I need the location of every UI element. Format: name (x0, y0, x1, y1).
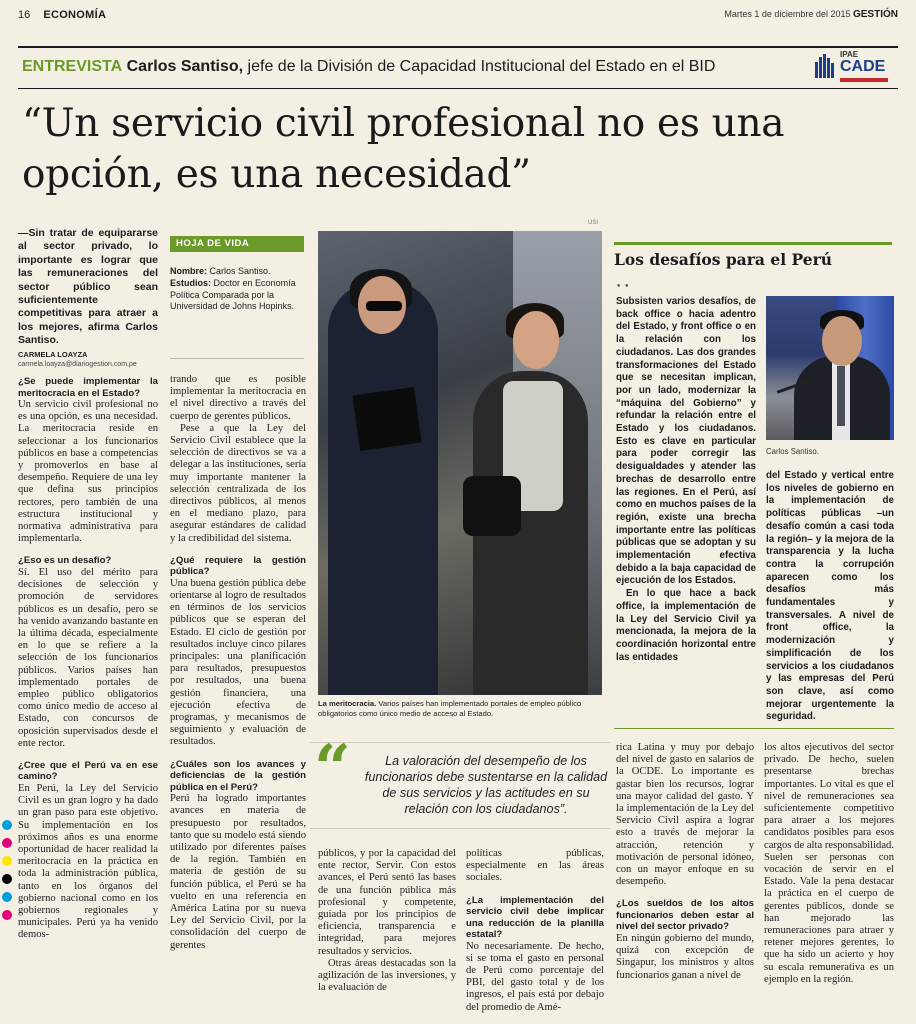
article-column-4 (466, 848, 604, 1014)
page-header-left (18, 9, 106, 21)
pull-quote (310, 731, 610, 829)
cv-box (170, 266, 304, 313)
answer: En Perú, la Ley del Servicio Civil es un gran logro y ha dado un gran paso para este objetivo. Su implementación en los próximos años es una enorme oportunidad de hacer realidad la meritocracia en la práctica en toda la administración pública, tanto en los órganos del gobierno nacional como en los gobiernos regionales y municipales. Perú ya ha venido demos- (18, 782, 158, 941)
newspaper-name: GESTIÓN (852, 9, 898, 20)
section-name: ECONOMÍA (43, 9, 107, 21)
paragraph: públicos, y por la capacidad del ente rector, Servir. Con estos avances, el Perú sentó las bases de una función pública más profesional y competente, guiada por los principios de eficiencia, transparencia e integridad, para mejores resultados y servicios. (318, 848, 456, 957)
sidebar-dots: • • (616, 282, 630, 292)
main-photo (318, 231, 602, 695)
logo-cade: CADE (840, 58, 886, 75)
paragraph: rica Latina y muy por debajo del nivel de gasto en salarios de la OCDE. Lo importante es gastar bien los recursos, lograr una mayor calidad del gasto. Y la implementación de la Ley del Servicio Civil aspira a lograr esto a través de mejorar la atracción, retención y motivación de personal idóneo, con un mayor enfoque en su desempeño. (616, 742, 754, 888)
logo-ipae: IPAE (840, 50, 859, 59)
author-email: carmela.loayza@diariogestion.com.pe (18, 361, 137, 368)
question: ¿Los sueldos de los altos funcionarios deben estar al nivel del sector privado? (616, 898, 754, 933)
registration-mark (2, 838, 12, 848)
photo-caption (318, 699, 602, 719)
folder-icon (352, 387, 421, 451)
quote-mark-icon: “ (314, 731, 351, 806)
santiso-photo (766, 296, 894, 440)
author-byline: CARMELA LOAYZA (18, 350, 88, 359)
page-number: 16 (18, 9, 31, 21)
interviewee-role: jefe de la División de Capacidad Institucional del Estado en el BID (247, 58, 716, 75)
strap-rule (18, 88, 898, 89)
logo-bar (840, 78, 888, 82)
intro-deck: —Sin tratar de equipararse al sector privado, lo importante es lograr que las remuneraciones del sector público sean suficientemente competitivas para atraer a los mejores, afirma Carlos Santiso. (18, 227, 158, 347)
sidebar-column-2 (766, 470, 894, 724)
answer: Sí. El uso del mérito para decisiones de selección y promoción de servidores públicos es un desafío, pero se ha venido avanzando bastante en la última década, especialmente en lo que se refiere a la selección de los funcionarios públicos. Varios países han implementado portales de empleo público obligatorios como único medio de acceso al Estado, con concursos de oposición supervisados desde el ente rector. (18, 566, 158, 749)
question: ¿Cree que el Perú va en ese camino? (18, 759, 158, 783)
issue-date: Martes 1 de diciembre del 2015 (724, 9, 851, 19)
cv-name-label: Nombre: (170, 266, 208, 276)
paragraph: trando que es posible implementar la meritocracia en el nivel directivo a través del cuerpo de gerentes públicos. (170, 374, 306, 422)
hands-icon (814, 54, 836, 80)
paragraph: los altos ejecutivos del sector privado. De hecho, suelen presentarse brechas importantes. Lo vital es que el nivel de remuneraciones sea suficientemente competitivo para atraer a los mejores candidatos posibles para esos cargos de alta responsabilidad. Suelen ser personas con vocación de servir en el Estado. Vale la pena destacar la práctica en el cuerpo de gerentes públicos, donde se han mejorado las remuneraciones para atraer y retener mejores gerentes, lo que ha sido un acierto y hoy su escala remunerativa es un ejemplo en la región. (764, 742, 894, 985)
answer: Un servicio civil profesional no es una opción, es una necesidad. La meritocracia reside en seleccionar a los funcionarios públicos en base a competencias y promoverlos en base al desempeño. Requiere de una ley que defina sus principios rectores, pero también de una estructura institucional y normativa administrativa para implementarla. (18, 399, 158, 545)
ipae-cade-logo (812, 48, 896, 86)
interview-tag: ENTREVISTA (22, 58, 123, 75)
headline: “Un servicio civil profesional no es una opción, es una necesidad” (22, 101, 785, 197)
interviewee-name: Carlos Santiso, (126, 58, 244, 75)
cv-divider (170, 358, 304, 359)
top-rule (18, 46, 898, 48)
answer: En ningún gobierno del mundo, quizá con excepción de Singapur, los ministros y altos funcionarios ganan a nivel de (616, 932, 754, 981)
question: ¿Qué requiere la gestión pública? (170, 554, 306, 578)
sidebar-heading: Los desafíos para el Perú (614, 242, 892, 269)
paragraph: Otras áreas destacadas son la agilización de las inversiones, y la evaluación de (318, 957, 456, 994)
strapline (22, 58, 812, 76)
paragraph: Subsisten varios desafíos, de back office o hacia adentro del Estado, y front office o en la relación con los ciudadanos. Las dos grandes transformaciones del Estado que se necesitan implican, por un lado, modernizar la “máquina del Gobierno” y refundar la relación entre el Estado y los ciudadanos. Esto es clave en particular para poder corregir las desigualdades y atender las brechas de desarrollo entre las regiones. En el Perú, así como en muchos países de la región, existe una brecha importante entre las políticas públicas que se adoptan y su implementación efectiva debido a la baja capacidad de ejecución de los Estados. (616, 296, 756, 587)
caption-text: Varios países han implementado portales de empleo público obligatorios como único medio de acceso al Estado. (318, 699, 582, 718)
cv-box-heading: HOJA DE VIDA (170, 236, 304, 252)
article-column-1 (18, 376, 158, 942)
article-column-3 (318, 848, 456, 994)
registration-mark (2, 910, 12, 920)
article-column-6 (764, 742, 894, 986)
answer: Perú ha logrado importantes avances en materia de presupuesto por resultados, tanto que su modelo está siendo utilizado por diferentes países de la región. También en materia de gestión de su función pública, el Perú se ha vuelto en una referencia en América Latina por su nueva Ley del Servicio Civil, por la consolidación del cuerpo de gerentes (170, 793, 306, 951)
answer: Una buena gestión pública debe orientarse al logro de resultados en términos de los servicios públicos que se esperan del Estado. El ciclo de gestión por resultados incluye cinco pilares principales: una planificación para resultados, presupuestos por resultados, una buena gestión financiera, una ejecución efectiva de programas, y mecanismos de seguimiento y evaluación de resultados. (170, 577, 306, 748)
woman-in-suit-figure (328, 281, 438, 695)
sidebar-column-1 (616, 296, 756, 664)
paragraph: del Estado y vertical entre los niveles de gobierno en la implementación de políticas públicas –un desafío común a casi toda la región– y la mejora de la transparencia y la lucha contra la corrupción aparecen como los desafíos más fundamentales y transversales. A nivel de front office, la modernización y simplificación de los servicios a los ciudadanos y las empresas del Perú son clave, así como mejorar urgentemente la seguridad. (766, 470, 894, 723)
registration-mark (2, 892, 12, 902)
question: ¿Eso es un desafío? (18, 555, 112, 567)
question: ¿Se puede implementar la meritocracia en el Estado? (18, 376, 158, 399)
paragraph: políticas públicas, especialmente en las áreas sociales. (466, 848, 604, 884)
cv-name: Carlos Santiso. (209, 266, 271, 276)
paragraph: Pese a que la Ley del Servicio Civil establece que la selección de directivos se va a delegar a las instituciones, sería muy importante mantener la selección centralizada de los directivos públicos, al menos en el mediano plazo, para asegurar estándares de calidad y la credibilidad del sistema. (170, 422, 306, 544)
article-column-2 (170, 374, 306, 952)
photo-credit: USI (588, 220, 599, 226)
registration-marks (2, 820, 12, 928)
answer: No necesariamente. De hecho, si se toma el gasto en personal de Perú como porcentaje del PBI, del gasto total y de los ingresos, el país está por debajo del promedio de Amé- (466, 940, 604, 1013)
cv-studies-label: Estudios: (170, 277, 212, 288)
handbag-icon (463, 476, 521, 536)
cv-studies: Doctor en Economía Política Comparada por la Universidad de Johns Hopinks. (170, 277, 296, 312)
sidebar-photo-caption: Carlos Santiso. (766, 447, 819, 456)
question: ¿Cuáles son los avances y deficiencias de la gestión pública en el Perú? (170, 758, 306, 793)
registration-mark (2, 856, 12, 866)
registration-mark (2, 820, 12, 830)
question: ¿La implementación del servicio civil debe implicar una reducción de la planilla estatal? (466, 894, 604, 941)
article-column-5 (616, 742, 754, 982)
pull-quote-text: La valoración del desempeño de los funcionarios debe sustentarse en la calidad de sus servicios y las actitudes en su relación con los ciudadanos”. (364, 754, 608, 816)
paragraph: En lo que hace a back office, la implementación de la Ley del Servicio Civil ya mencionada, la mejora de la coordinación horizontal entre las entidades (616, 588, 756, 663)
page-header-right (724, 9, 898, 20)
registration-mark (2, 874, 12, 884)
sidebar-bottom-rule (614, 728, 894, 729)
caption-lead: La meritocracia. (318, 699, 377, 708)
